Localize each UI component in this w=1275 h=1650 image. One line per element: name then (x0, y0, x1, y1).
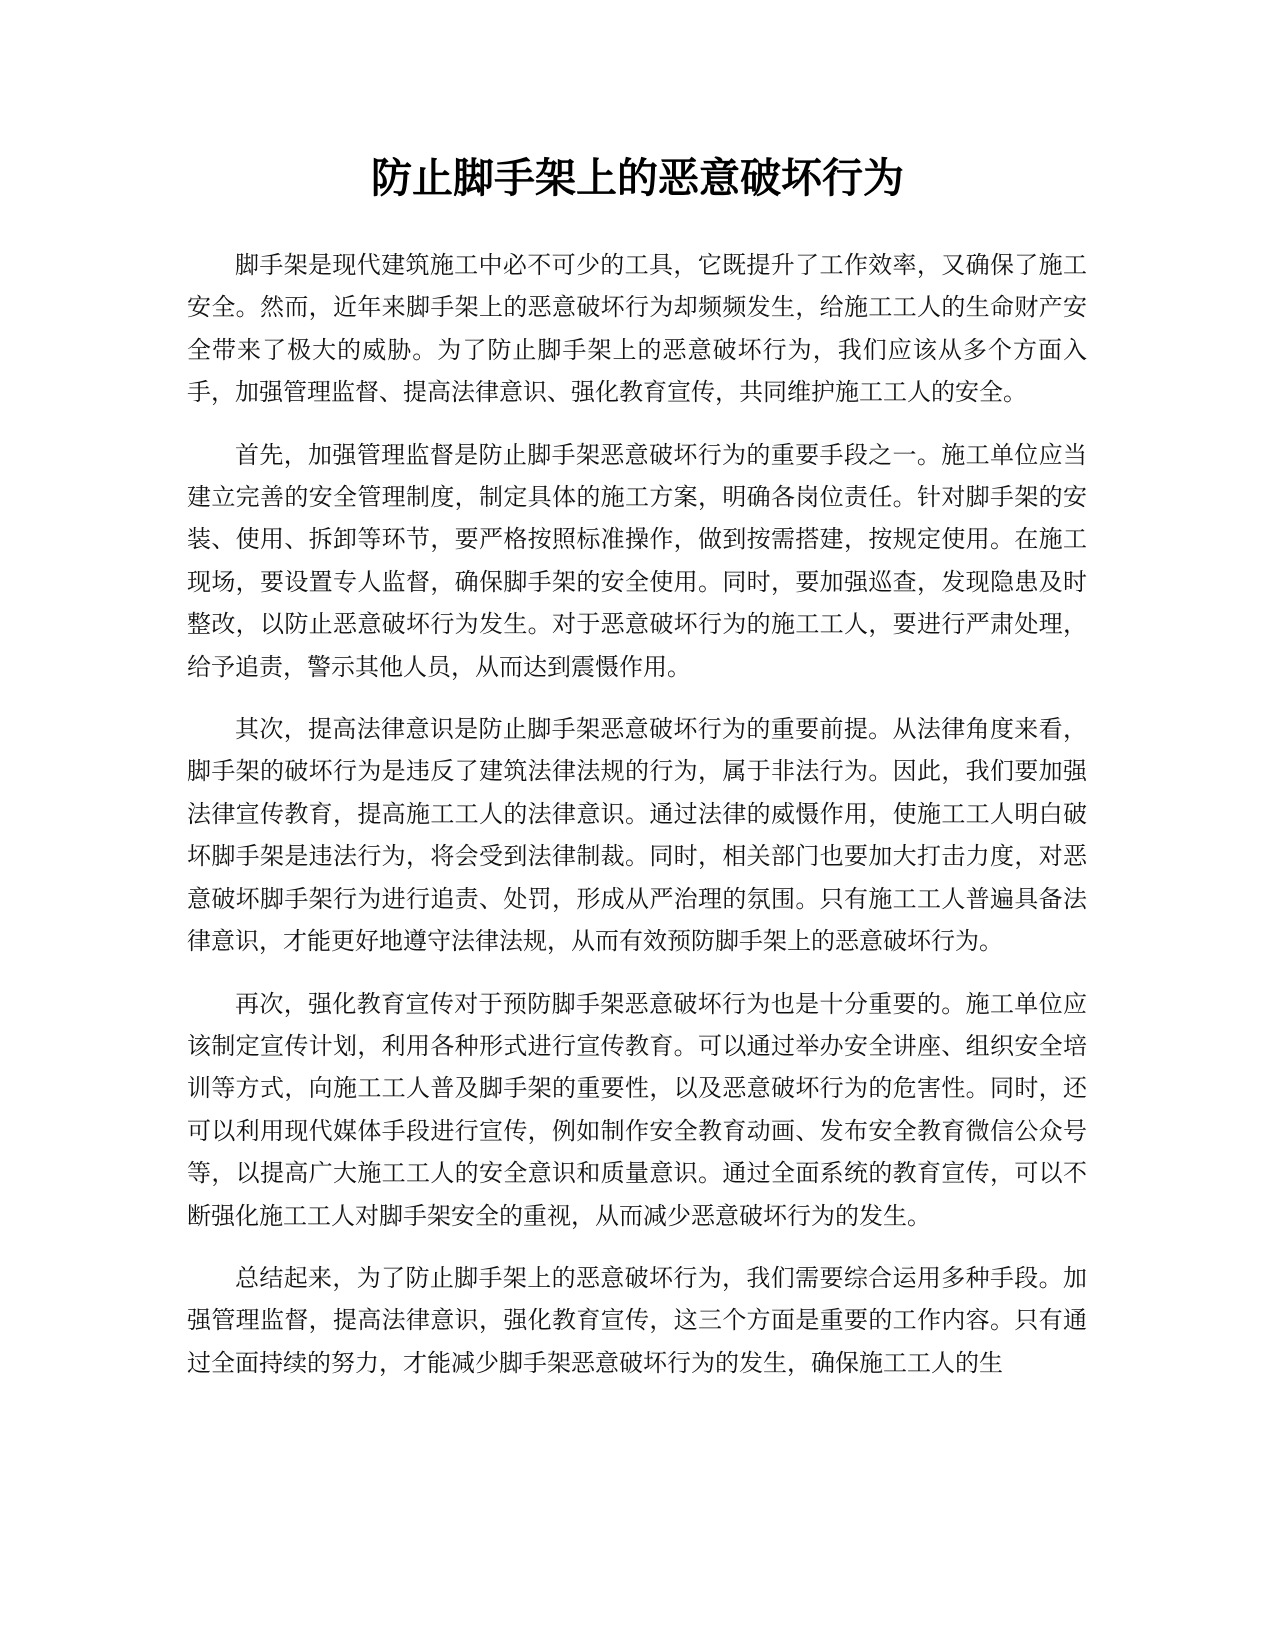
paragraph-intro: 脚手架是现代建筑施工中必不可少的工具，它既提升了工作效率，又确保了施工安全。然而，近年来脚手架上的恶意破坏行为却频频发生，给施工工人的生命财产安全带来了极大的威胁。为了防止脚手架上的恶意破坏行为，我们应该从多个方面入手，加强管理监督、提高法律意识、强化教育宣传，共同维护施工工人的安全。 (187, 251, 1087, 407)
paragraph-summary: 总结起来，为了防止脚手架上的恶意破坏行为，我们需要综合运用多种手段。加强管理监督，提高法律意识，强化教育宣传，这三个方面是重要的工作内容。只有通过全面持续的努力，才能减少脚手架恶意破坏行为的发生，确保施工工人的生 (187, 1263, 1087, 1377)
paragraph-education: 再次，强化教育宣传对于预防脚手架恶意破坏行为也是十分重要的。施工单位应该制定宣传计划，利用各种形式进行宣传教育。可以通过举办安全讲座、组织安全培训等方式，向施工工人普及脚手架的重要性，以及恶意破坏行为的危害性。同时，还可以利用现代媒体手段进行宣传，例如制作安全教育动画、发布安全教育微信公众号等，以提高广大施工工人的安全意识和质量意识。通过全面系统的教育宣传，可以不断强化施工工人对脚手架安全的重视，从而减少恶意破坏行为的发生。 (187, 989, 1087, 1230)
paragraph-management: 首先，加强管理监督是防止脚手架恶意破坏行为的重要手段之一。施工单位应当建立完善的安全管理制度，制定具体的施工方案，明确各岗位责任。针对脚手架的安装、使用、拆卸等环节，要严格按照标准操作，做到按需搭建，按规定使用。在施工现场，要设置专人监督，确保脚手架的安全使用。同时，要加强巡查，发现隐患及时整改，以防止恶意破坏行为发生。对于恶意破坏行为的施工工人，要进行严肃处理，给予追责，警示其他人员，从而达到震慑作用。 (187, 440, 1087, 681)
document-title: 防止脚手架上的恶意破坏行为 (371, 154, 904, 202)
document-body (187, 244, 1087, 1404)
paragraph-legal-awareness: 其次，提高法律意识是防止脚手架恶意破坏行为的重要前提。从法律角度来看，脚手架的破坏行为是违反了建筑法律法规的行为，属于非法行为。因此，我们要加强法律宣传教育，提高施工工人的法律意识。通过法律的威慑作用，使施工工人明白破坏脚手架是违法行为，将会受到法律制裁。同时，相关部门也要加大打击力度，对恶意破坏脚手架行为进行追责、处罚，形成从严治理的氛围。只有施工工人普遍具备法律意识，才能更好地遵守法律法规，从而有效预防脚手架上的恶意破坏行为。 (187, 715, 1087, 956)
